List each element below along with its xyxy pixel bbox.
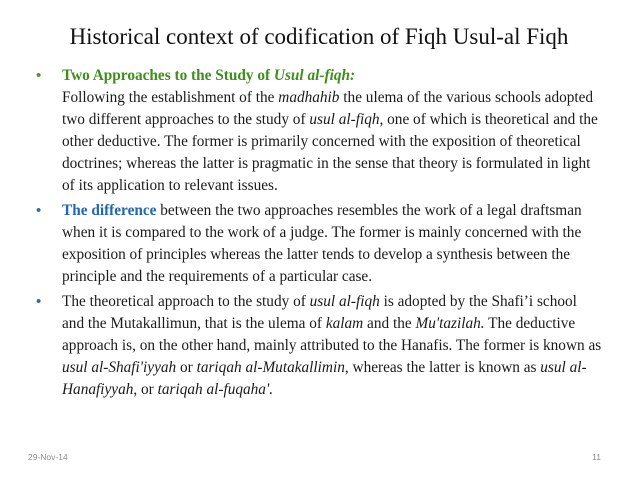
text-run: the ulema of the various schools adopted two different approaches to the study of (62, 89, 594, 128)
slide-title: Historical context of codification of Fiqh Usul-al Fiqh (69, 24, 569, 49)
italic-term: madhahib (278, 89, 340, 106)
text-run: The deductive approach is, on the other hand, mainly attributed to the Hanafis. The former is known as (62, 315, 602, 354)
bullet-heading-part: Two Approaches to the Study of (62, 67, 274, 84)
bullet-item (36, 291, 602, 401)
italic-term: usul al-fiqh (309, 111, 380, 128)
text-run: , or (133, 381, 158, 398)
text-run: Following the establishment of the (62, 89, 279, 106)
italic-term: usul al-Hanafiyyah (62, 359, 587, 398)
bullet-dot-icon: • (36, 67, 42, 84)
bullet-dot-icon: • (36, 202, 42, 219)
bullet-item (36, 65, 602, 197)
bullet-item (36, 200, 602, 288)
italic-term: tariqah al-Mutakallimin (196, 359, 345, 376)
page-number: 11 (592, 452, 601, 462)
text-run: , whereas the latter is known as (344, 359, 541, 376)
bullet-text (62, 200, 602, 288)
text-run: The theoretical approach to the study of (62, 293, 310, 310)
text-run: or (176, 359, 197, 376)
text-run: and the (363, 315, 416, 332)
italic-term: Mu'tazilah. (415, 315, 485, 332)
bullet-heading (62, 67, 355, 84)
bullet-text (62, 65, 602, 197)
bullet-text (62, 291, 602, 401)
italic-term: usul al-Shafi'iyyah (62, 359, 177, 376)
bullet-heading-italic: Usul al-fiqh: (273, 67, 356, 84)
italic-term: tariqah al-fuqaha'. (157, 381, 274, 398)
text-run: , one of which is theoretical and the other deductive. The former is primarily concerned with the exposition of theoretical doctrines; whereas the latter is pragmatic in the sense that theory is formulated in light of its application to relevant issues. (62, 111, 598, 194)
bullet-dot-icon: • (36, 293, 42, 310)
italic-term: usul al-fiqh (309, 293, 380, 310)
bullet-heading: The difference (62, 202, 157, 219)
italic-term: kalam (325, 315, 364, 332)
footer-date: 29-Nov-14 (28, 452, 68, 462)
bullet-list (36, 65, 602, 401)
text-run: between the two approaches resembles the work of a legal draftsman when it is compared to the work of a judge. The former is mainly concerned with the exposition of principles whereas the latter tends to develop a synthesis between the principle and the requirements of a particular case. (62, 202, 582, 285)
text-run: is adopted by the Shafi’i school and the Mutakallimun, that is the ulema of (62, 293, 577, 332)
